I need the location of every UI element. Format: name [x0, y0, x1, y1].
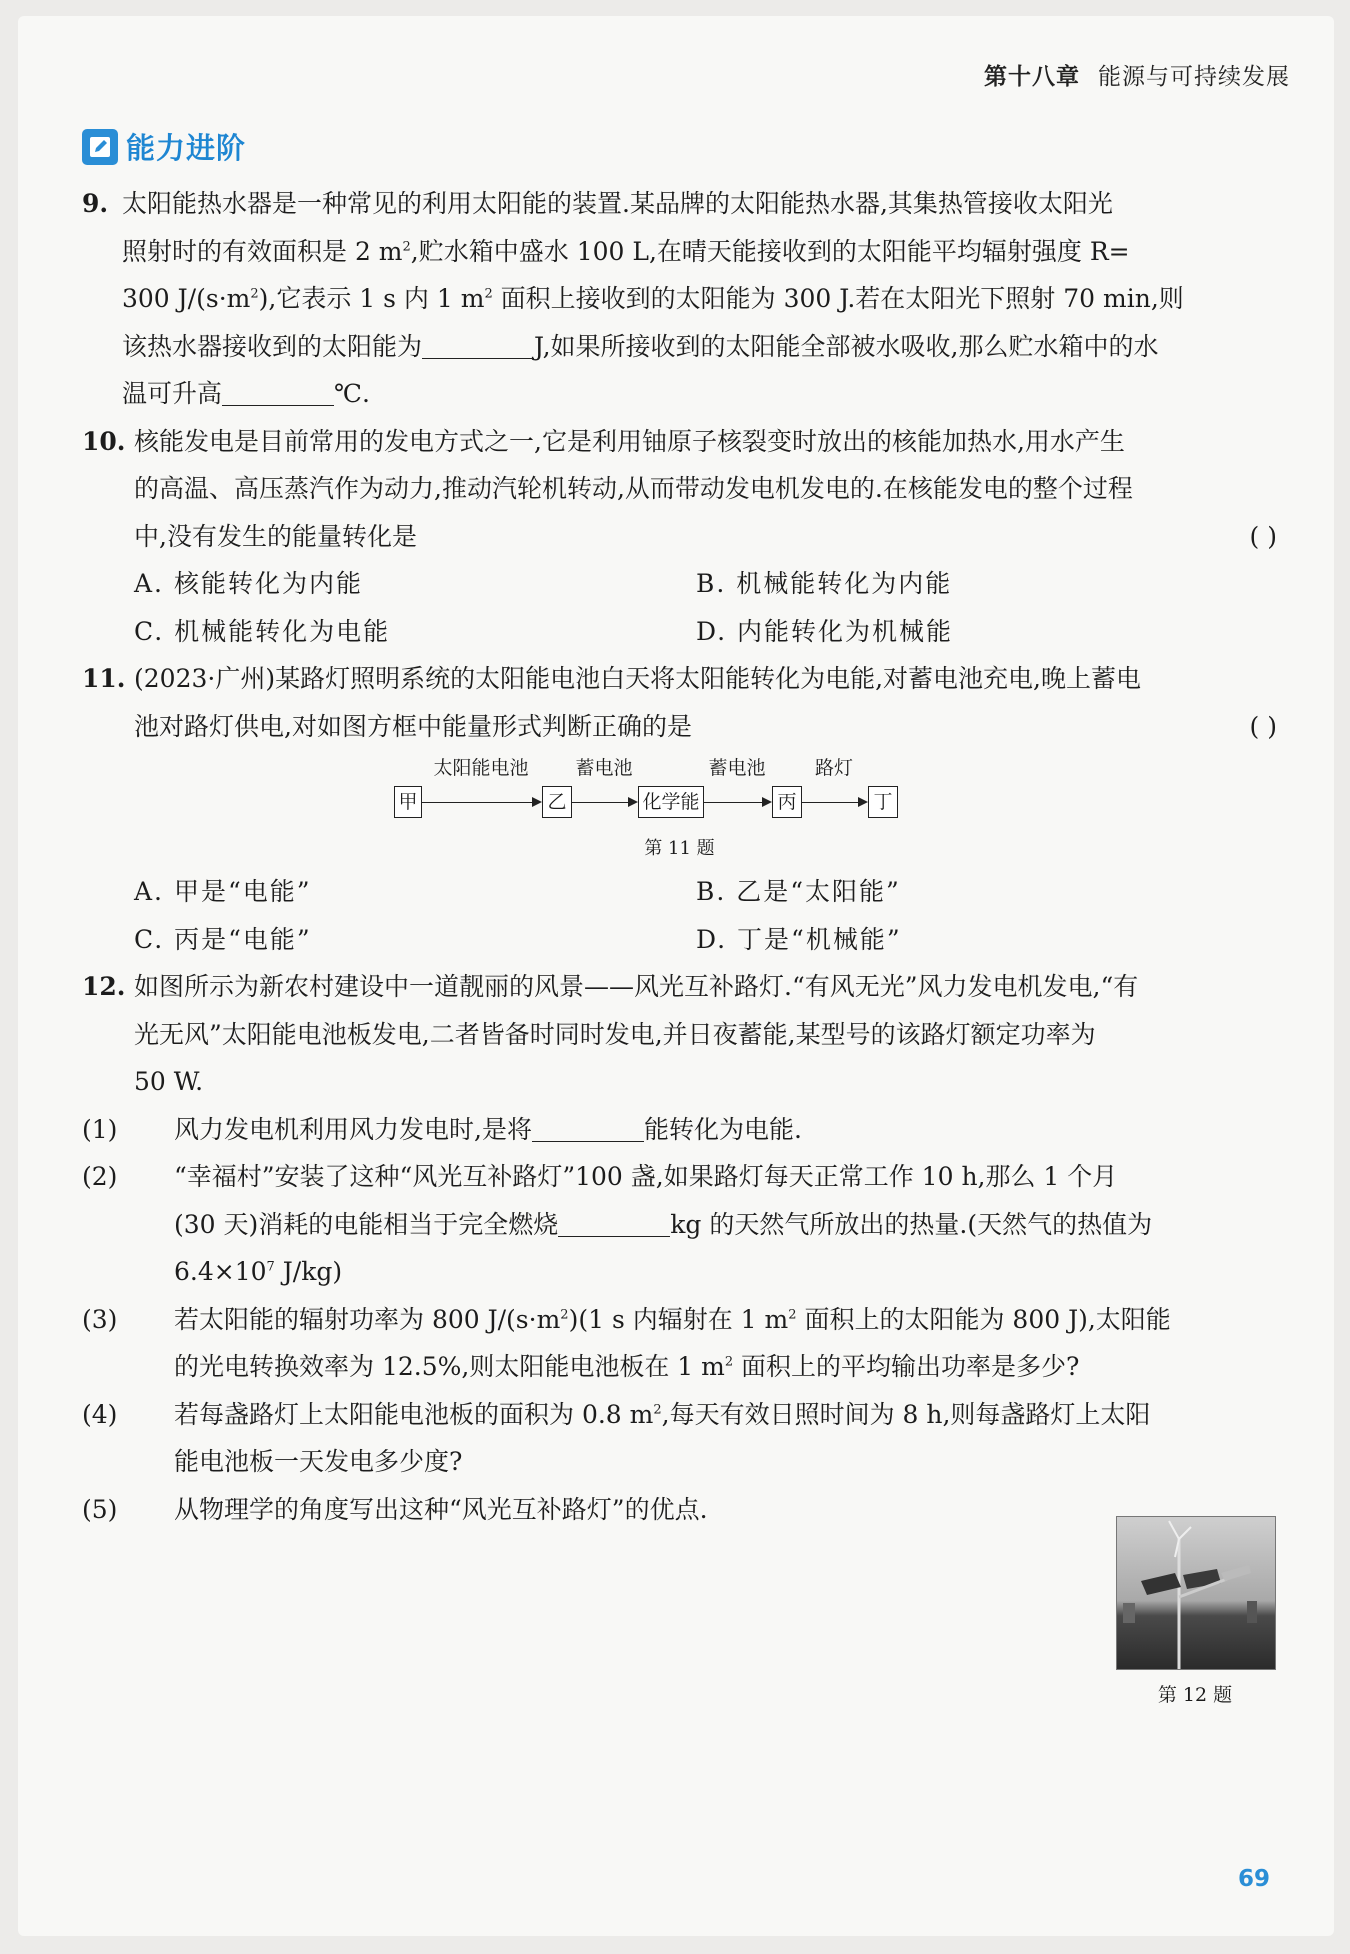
question-10 [82, 418, 1277, 561]
q12-line-2: 光无风”太阳能电池板发电,二者皆备时同时发电,并日夜蓄能,某型号的该路灯额定功率为 [134, 1019, 1096, 1049]
chapter-title: 能源与可持续发展 [1098, 64, 1290, 90]
q9-line-5: 温可升高 ℃. [122, 379, 370, 408]
diagram-arrow-label: 蓄电池 [708, 757, 766, 779]
sub-number: (3) [82, 1304, 118, 1334]
q12-line-3: 50 W. [134, 1067, 204, 1096]
q12-sub-2: (2) “幸福村”安装了这种“风光互补路灯”100 盏,如果路灯每天正常工作 10 h,那么 1 个月 (30 天)消耗的电能相当于完全燃烧 kg 的天然气所放出的热量.(天然气的热值为 $6.4\times 10^7$ J/kg) [82, 1153, 1277, 1296]
q11-line-2: 池对路灯供电,对如图方框中能量形式判断正确的是 ( ) [134, 703, 1277, 751]
option-a[interactable]: A. 甲是“电能” [134, 877, 312, 906]
sub-number: (4) [82, 1399, 118, 1429]
running-header [984, 58, 1290, 91]
answer-blank[interactable] [558, 1210, 670, 1237]
diagram-arrow-label: 蓄电池 [575, 757, 633, 779]
q11-line-1: (2023·广州)某路灯照明系统的太阳能电池白天将太阳能转化为电能,对蓄电池充电,晚上蓄电 [134, 664, 1141, 693]
answer-parentheses[interactable]: ( ) [1249, 711, 1277, 741]
figure-caption: 第 11 题 [644, 838, 715, 859]
section-title: 能力进阶 [126, 131, 247, 165]
energy-flow-diagram [82, 752, 1277, 830]
diagram-arrow [802, 802, 866, 803]
q9-line-3: 300 $J/(s\cdot m^2)$,它表示 1 s 内 1 $m^2$ 面积上接收到的太阳能为 300 J.若在太阳光下照射 70 min,则 [122, 284, 1184, 313]
q12-sub-3: (3) 若太阳能的辐射功率为 800 $J/(s\cdot m^2)(1$ s 内辐射在 1 $m^2$ 面积上的太阳能为 800 J),太阳能 的光电转换效率为 12.5%,则太阳能电池板在 1 $m^2$ 面积上的平均输出功率是多少? [82, 1296, 1277, 1391]
section-heading [82, 126, 246, 167]
answer-parentheses[interactable]: ( ) [1249, 521, 1277, 551]
question-number: 9. [82, 189, 109, 218]
q12-sub-1: (1) 风力发电机利用风力发电时,是将 能转化为电能. [82, 1106, 1277, 1154]
q9-line-1: 太阳能热水器是一种常见的利用太阳能的装置.某品牌的太阳能热水器,其集热管接收太阳光 [122, 189, 1113, 218]
q9-line-2: 照射时的有效面积是 2 $m^2$,贮水箱中盛水 100 L,在晴天能接收到的太阳能平均辐射强度 R= [122, 236, 1130, 266]
answer-blank[interactable] [532, 1115, 644, 1142]
q11-options [82, 868, 1277, 963]
diagram-box-ding: 丁 [868, 786, 898, 818]
diagram-arrow [572, 802, 636, 803]
figure-caption: 第 12 题 [1157, 1684, 1233, 1706]
question-number: 10. [82, 426, 126, 456]
exercise-content [82, 180, 1277, 1533]
question-9 [82, 180, 1277, 418]
diagram-arrow-label: 太阳能电池 [433, 757, 529, 779]
answer-blank[interactable] [222, 379, 334, 406]
q10-line-1: 核能发电是目前常用的发电方式之一,它是利用铀原子核裂变时放出的核能加热水,用水产生 [134, 426, 1125, 456]
q12-sub-4: (4) 若每盏路灯上太阳能电池板的面积为 0.8 $m^2$,每天有效日照时间为 8 h,则每盏路灯上太阳 能电池板一天发电多少度? [82, 1391, 1277, 1486]
option-d[interactable]: D. 丁是“机械能” [696, 924, 902, 954]
q12-line-1: 如图所示为新农村建设中一道靓丽的风景——风光互补路灯.“有风无光”风力发电机发电,“有 [134, 972, 1139, 1001]
option-c[interactable]: C. 丙是“电能” [134, 924, 312, 954]
sub-number: (5) [82, 1494, 118, 1524]
sub-number: (2) [82, 1162, 118, 1191]
diagram-arrow-label: 路灯 [814, 757, 853, 779]
chapter-label: 第十八章 [984, 64, 1080, 90]
q9-line-4: 该热水器接收到的太阳能为 J,如果所接收到的太阳能全部被水吸收,那么贮水箱中的水 [122, 331, 1159, 361]
question-12 [82, 963, 1277, 1106]
answer-blank[interactable] [422, 332, 534, 359]
q10-line-3: 中,没有发生的能量转化是 ( ) [134, 513, 1277, 561]
option-d[interactable]: D. 内能转化为机械能 [696, 616, 954, 646]
option-b[interactable]: B. 机械能转化为内能 [696, 569, 953, 598]
diagram-box-chemical-energy: 化学能 [638, 786, 704, 818]
question-number: 11. [82, 664, 126, 693]
option-a[interactable]: A. 核能转化为内能 [134, 569, 363, 598]
pencil-icon [82, 129, 118, 165]
diagram-box-jia: 甲 [394, 786, 422, 818]
diagram-box-bing: 丙 [772, 786, 802, 818]
street-lamp-photo [1116, 1516, 1276, 1670]
diagram-box-yi: 乙 [542, 786, 572, 818]
q12-sub-5: (5) 从物理学的角度写出这种“风光互补路灯”的优点. [82, 1486, 1277, 1534]
page-number: 69 [1238, 1866, 1271, 1892]
q10-line-2: 的高温、高压蒸汽作为动力,推动汽轮机转动,从而带动发电机发电的.在核能发电的整个过程 [134, 474, 1133, 503]
question-number: 12. [82, 972, 126, 1001]
diagram-arrow [704, 802, 770, 803]
option-c[interactable]: C. 机械能转化为电能 [134, 616, 391, 646]
wind-solar-street-lamp-icon [1117, 1517, 1275, 1669]
option-b[interactable]: B. 乙是“太阳能” [696, 877, 901, 906]
question-11 [82, 655, 1277, 750]
sub-number: (1) [82, 1114, 118, 1144]
diagram-arrow [422, 802, 540, 803]
q10-options [82, 560, 1277, 655]
